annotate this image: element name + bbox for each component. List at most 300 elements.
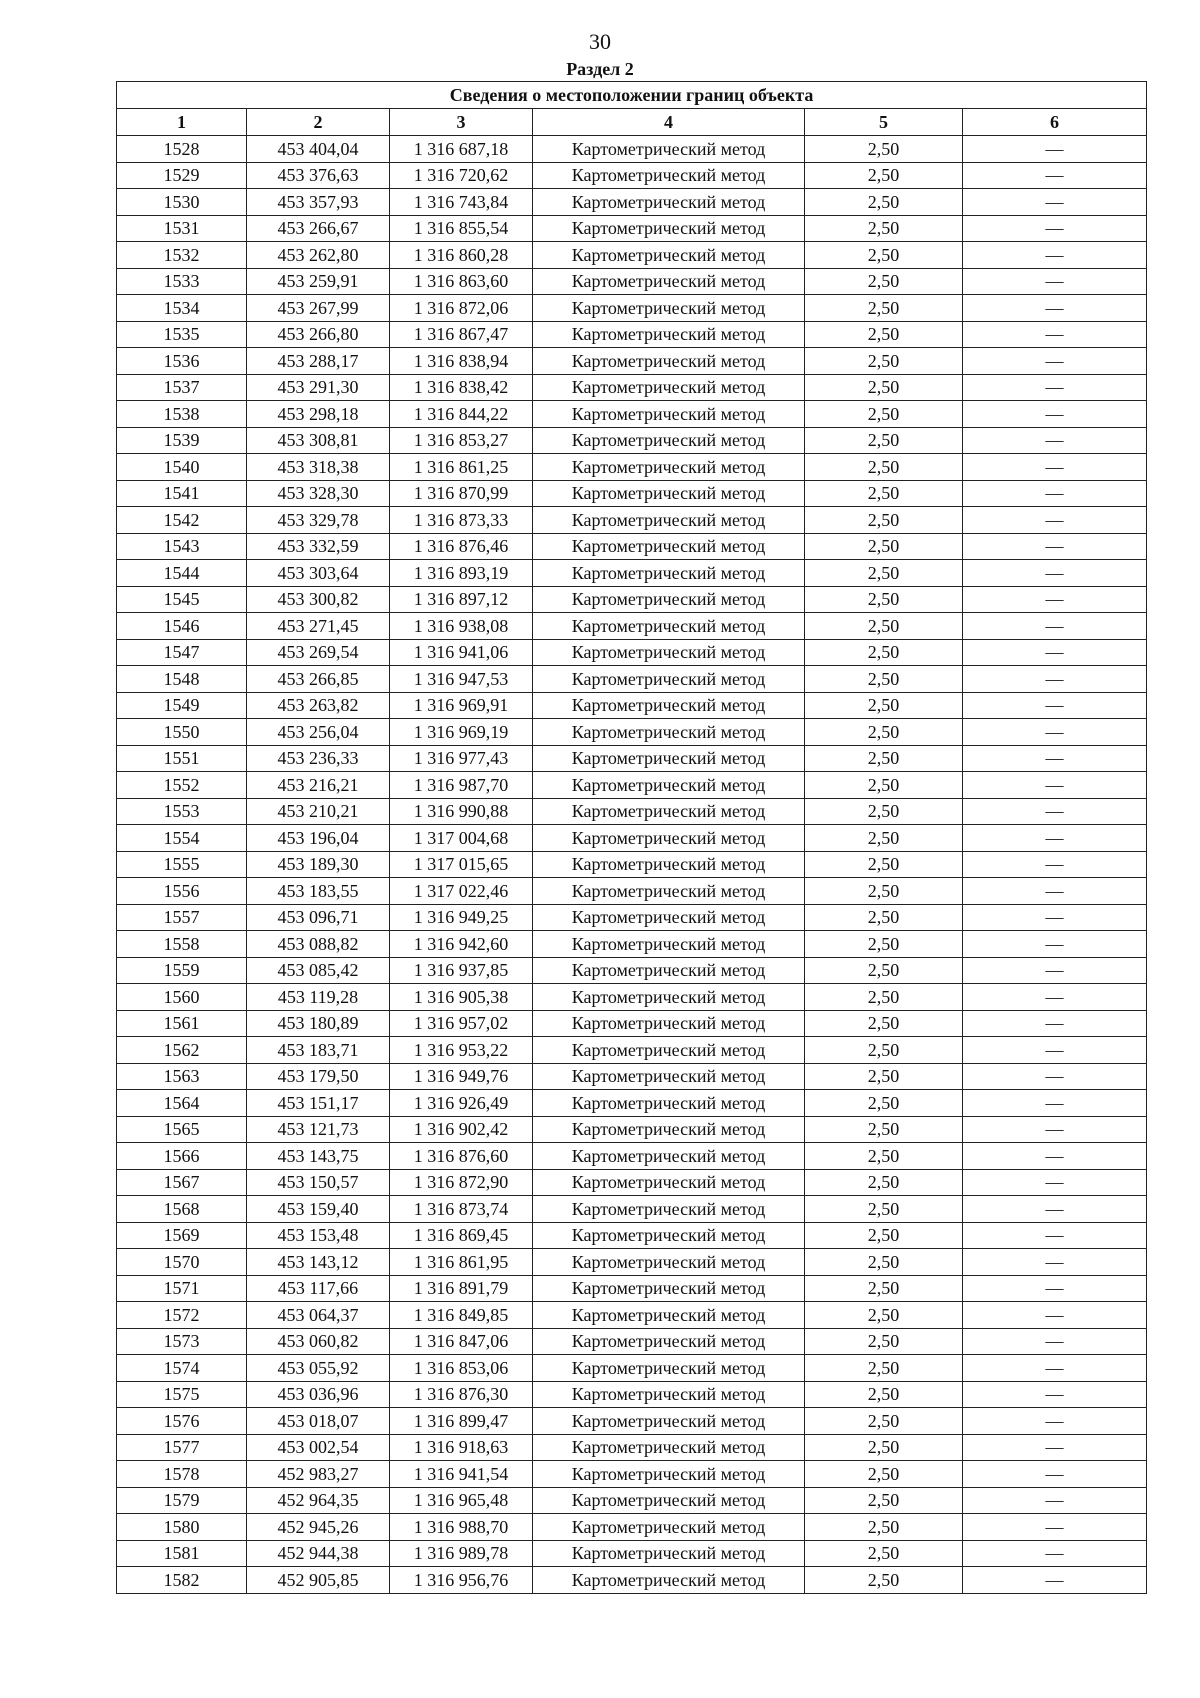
accuracy-cell: 2,50 — [805, 348, 963, 375]
y-coordinate-cell: 1 316 956,76 — [390, 1567, 533, 1594]
y-coordinate-cell: 1 316 942,60 — [390, 931, 533, 958]
accuracy-cell: 2,50 — [805, 586, 963, 613]
x-coordinate-cell: 452 944,38 — [247, 1540, 390, 1567]
table-row — [117, 1063, 1147, 1090]
x-coordinate-cell: 452 905,85 — [247, 1567, 390, 1594]
accuracy-cell: 2,50 — [805, 1381, 963, 1408]
method-cell: Картометрический метод — [533, 480, 805, 507]
accuracy-cell: 2,50 — [805, 1143, 963, 1170]
table-row — [117, 851, 1147, 878]
point-number-cell: 1580 — [117, 1514, 247, 1541]
x-coordinate-cell: 453 259,91 — [247, 268, 390, 295]
method-cell: Картометрический метод — [533, 1010, 805, 1037]
method-cell: Картометрический метод — [533, 507, 805, 534]
x-coordinate-cell: 453 189,30 — [247, 851, 390, 878]
table-row — [117, 401, 1147, 428]
point-number-cell: 1553 — [117, 798, 247, 825]
y-coordinate-cell: 1 316 687,18 — [390, 136, 533, 163]
point-number-cell: 1562 — [117, 1037, 247, 1064]
x-coordinate-cell: 453 308,81 — [247, 427, 390, 454]
y-coordinate-cell: 1 316 860,28 — [390, 242, 533, 269]
point-number-cell: 1582 — [117, 1567, 247, 1594]
point-number-cell: 1547 — [117, 639, 247, 666]
accuracy-cell: 2,50 — [805, 613, 963, 640]
x-coordinate-cell: 453 179,50 — [247, 1063, 390, 1090]
accuracy-cell: 2,50 — [805, 825, 963, 852]
description-cell: — — [963, 374, 1147, 401]
accuracy-cell: 2,50 — [805, 1249, 963, 1276]
x-coordinate-cell: 453 266,85 — [247, 666, 390, 693]
x-coordinate-cell: 453 318,38 — [247, 454, 390, 481]
accuracy-cell: 2,50 — [805, 1222, 963, 1249]
table-row — [117, 454, 1147, 481]
description-cell: — — [963, 666, 1147, 693]
method-cell: Картометрический метод — [533, 162, 805, 189]
x-coordinate-cell: 453 150,57 — [247, 1169, 390, 1196]
table-row — [117, 321, 1147, 348]
y-coordinate-cell: 1 316 969,19 — [390, 719, 533, 746]
accuracy-cell: 2,50 — [805, 1487, 963, 1514]
y-coordinate-cell: 1 316 876,60 — [390, 1143, 533, 1170]
y-coordinate-cell: 1 316 937,85 — [390, 957, 533, 984]
point-number-cell: 1554 — [117, 825, 247, 852]
method-cell: Картометрический метод — [533, 692, 805, 719]
y-coordinate-cell: 1 316 720,62 — [390, 162, 533, 189]
method-cell: Картометрический метод — [533, 268, 805, 295]
method-cell: Картометрический метод — [533, 1116, 805, 1143]
method-cell: Картометрический метод — [533, 666, 805, 693]
accuracy-cell: 2,50 — [805, 560, 963, 587]
y-coordinate-cell: 1 316 953,22 — [390, 1037, 533, 1064]
description-cell: — — [963, 984, 1147, 1011]
x-coordinate-cell: 453 183,71 — [247, 1037, 390, 1064]
y-coordinate-cell: 1 316 969,91 — [390, 692, 533, 719]
table-row — [117, 1355, 1147, 1382]
x-coordinate-cell: 453 096,71 — [247, 904, 390, 931]
method-cell: Картометрический метод — [533, 1355, 805, 1382]
table-row — [117, 268, 1147, 295]
method-cell: Картометрический метод — [533, 1169, 805, 1196]
point-number-cell: 1556 — [117, 878, 247, 905]
method-cell: Картометрический метод — [533, 798, 805, 825]
accuracy-cell: 2,50 — [805, 1434, 963, 1461]
accuracy-cell: 2,50 — [805, 1090, 963, 1117]
y-coordinate-cell: 1 316 926,49 — [390, 1090, 533, 1117]
point-number-cell: 1544 — [117, 560, 247, 587]
accuracy-cell: 2,50 — [805, 851, 963, 878]
description-cell: — — [963, 719, 1147, 746]
description-cell: — — [963, 1010, 1147, 1037]
method-cell: Картометрический метод — [533, 374, 805, 401]
y-coordinate-cell: 1 316 861,25 — [390, 454, 533, 481]
table-row — [117, 533, 1147, 560]
y-coordinate-cell: 1 316 949,25 — [390, 904, 533, 931]
accuracy-cell: 2,50 — [805, 904, 963, 931]
table-row — [117, 719, 1147, 746]
y-coordinate-cell: 1 316 897,12 — [390, 586, 533, 613]
method-cell: Картометрический метод — [533, 242, 805, 269]
method-cell: Картометрический метод — [533, 904, 805, 931]
point-number-cell: 1573 — [117, 1328, 247, 1355]
table-row — [117, 1169, 1147, 1196]
table-row — [117, 136, 1147, 163]
method-cell: Картометрический метод — [533, 745, 805, 772]
x-coordinate-cell: 453 088,82 — [247, 931, 390, 958]
table-row — [117, 1196, 1147, 1223]
description-cell: — — [963, 136, 1147, 163]
y-coordinate-cell: 1 316 847,06 — [390, 1328, 533, 1355]
x-coordinate-cell: 453 328,30 — [247, 480, 390, 507]
method-cell: Картометрический метод — [533, 1514, 805, 1541]
table-row — [117, 189, 1147, 216]
y-coordinate-cell: 1 316 965,48 — [390, 1487, 533, 1514]
accuracy-cell: 2,50 — [805, 295, 963, 322]
description-cell: — — [963, 321, 1147, 348]
table-row — [117, 639, 1147, 666]
description-cell: — — [963, 189, 1147, 216]
description-cell: — — [963, 798, 1147, 825]
point-number-cell: 1552 — [117, 772, 247, 799]
point-number-cell: 1574 — [117, 1355, 247, 1382]
table-row — [117, 1116, 1147, 1143]
y-coordinate-cell: 1 316 873,33 — [390, 507, 533, 534]
table-row — [117, 1434, 1147, 1461]
method-cell: Картометрический метод — [533, 1222, 805, 1249]
accuracy-cell: 2,50 — [805, 321, 963, 348]
description-cell: — — [963, 1514, 1147, 1541]
x-coordinate-cell: 453 085,42 — [247, 957, 390, 984]
point-number-cell: 1536 — [117, 348, 247, 375]
table-row — [117, 1328, 1147, 1355]
y-coordinate-cell: 1 316 905,38 — [390, 984, 533, 1011]
x-coordinate-cell: 453 298,18 — [247, 401, 390, 428]
table-row — [117, 162, 1147, 189]
point-number-cell: 1539 — [117, 427, 247, 454]
x-coordinate-cell: 453 180,89 — [247, 1010, 390, 1037]
description-cell: — — [963, 295, 1147, 322]
description-cell: — — [963, 931, 1147, 958]
description-cell: — — [963, 745, 1147, 772]
method-cell: Картометрический метод — [533, 719, 805, 746]
point-number-cell: 1548 — [117, 666, 247, 693]
column-number-header: 5 — [805, 109, 963, 136]
point-number-cell: 1550 — [117, 719, 247, 746]
column-number-header: 1 — [117, 109, 247, 136]
point-number-cell: 1540 — [117, 454, 247, 481]
x-coordinate-cell: 452 983,27 — [247, 1461, 390, 1488]
table-row — [117, 931, 1147, 958]
x-coordinate-cell: 453 064,37 — [247, 1302, 390, 1329]
point-number-cell: 1538 — [117, 401, 247, 428]
y-coordinate-cell: 1 316 867,47 — [390, 321, 533, 348]
column-number-header: 2 — [247, 109, 390, 136]
y-coordinate-cell: 1 316 838,94 — [390, 348, 533, 375]
description-cell: — — [963, 1567, 1147, 1594]
description-cell: — — [963, 1169, 1147, 1196]
method-cell: Картометрический метод — [533, 136, 805, 163]
y-coordinate-cell: 1 316 938,08 — [390, 613, 533, 640]
y-coordinate-cell: 1 316 941,06 — [390, 639, 533, 666]
method-cell: Картометрический метод — [533, 189, 805, 216]
table-row — [117, 904, 1147, 931]
table-row — [117, 1461, 1147, 1488]
y-coordinate-cell: 1 316 838,42 — [390, 374, 533, 401]
table-row — [117, 878, 1147, 905]
method-cell: Картометрический метод — [533, 1063, 805, 1090]
accuracy-cell: 2,50 — [805, 242, 963, 269]
description-cell: — — [963, 772, 1147, 799]
point-number-cell: 1530 — [117, 189, 247, 216]
description-cell: — — [963, 162, 1147, 189]
description-cell: — — [963, 904, 1147, 931]
y-coordinate-cell: 1 317 015,65 — [390, 851, 533, 878]
description-cell: — — [963, 1143, 1147, 1170]
method-cell: Картометрический метод — [533, 1328, 805, 1355]
y-coordinate-cell: 1 316 893,19 — [390, 560, 533, 587]
description-cell: — — [963, 454, 1147, 481]
x-coordinate-cell: 453 153,48 — [247, 1222, 390, 1249]
table-row — [117, 1302, 1147, 1329]
method-cell: Картометрический метод — [533, 1196, 805, 1223]
method-cell: Картометрический метод — [533, 1275, 805, 1302]
point-number-cell: 1568 — [117, 1196, 247, 1223]
y-coordinate-cell: 1 316 872,06 — [390, 295, 533, 322]
x-coordinate-cell: 453 002,54 — [247, 1434, 390, 1461]
x-coordinate-cell: 453 060,82 — [247, 1328, 390, 1355]
table-row — [117, 798, 1147, 825]
description-cell: — — [963, 1434, 1147, 1461]
method-cell: Картометрический метод — [533, 878, 805, 905]
method-cell: Картометрический метод — [533, 560, 805, 587]
accuracy-cell: 2,50 — [805, 878, 963, 905]
table-row — [117, 374, 1147, 401]
method-cell: Картометрический метод — [533, 613, 805, 640]
point-number-cell: 1567 — [117, 1169, 247, 1196]
method-cell: Картометрический метод — [533, 1487, 805, 1514]
y-coordinate-cell: 1 316 988,70 — [390, 1514, 533, 1541]
point-number-cell: 1563 — [117, 1063, 247, 1090]
method-cell: Картометрический метод — [533, 1434, 805, 1461]
point-number-cell: 1531 — [117, 215, 247, 242]
method-cell: Картометрический метод — [533, 772, 805, 799]
table-row — [117, 1037, 1147, 1064]
y-coordinate-cell: 1 316 977,43 — [390, 745, 533, 772]
description-cell: — — [963, 1196, 1147, 1223]
accuracy-cell: 2,50 — [805, 1302, 963, 1329]
x-coordinate-cell: 453 151,17 — [247, 1090, 390, 1117]
table-row — [117, 1408, 1147, 1435]
method-cell: Картометрический метод — [533, 639, 805, 666]
description-cell: — — [963, 878, 1147, 905]
y-coordinate-cell: 1 316 947,53 — [390, 666, 533, 693]
x-coordinate-cell: 453 262,80 — [247, 242, 390, 269]
accuracy-cell: 2,50 — [805, 1037, 963, 1064]
method-cell: Картометрический метод — [533, 1408, 805, 1435]
accuracy-cell: 2,50 — [805, 1328, 963, 1355]
accuracy-cell: 2,50 — [805, 1514, 963, 1541]
accuracy-cell: 2,50 — [805, 1567, 963, 1594]
accuracy-cell: 2,50 — [805, 454, 963, 481]
table-row — [117, 1540, 1147, 1567]
method-cell: Картометрический метод — [533, 1540, 805, 1567]
table-row — [117, 772, 1147, 799]
x-coordinate-cell: 453 159,40 — [247, 1196, 390, 1223]
y-coordinate-cell: 1 316 855,54 — [390, 215, 533, 242]
method-cell: Картометрический метод — [533, 586, 805, 613]
point-number-cell: 1543 — [117, 533, 247, 560]
table-row — [117, 1143, 1147, 1170]
point-number-cell: 1558 — [117, 931, 247, 958]
method-cell: Картометрический метод — [533, 1249, 805, 1276]
point-number-cell: 1535 — [117, 321, 247, 348]
description-cell: — — [963, 1275, 1147, 1302]
x-coordinate-cell: 453 303,64 — [247, 560, 390, 587]
x-coordinate-cell: 453 288,17 — [247, 348, 390, 375]
x-coordinate-cell: 453 121,73 — [247, 1116, 390, 1143]
x-coordinate-cell: 453 183,55 — [247, 878, 390, 905]
accuracy-cell: 2,50 — [805, 374, 963, 401]
x-coordinate-cell: 453 266,67 — [247, 215, 390, 242]
accuracy-cell: 2,50 — [805, 533, 963, 560]
accuracy-cell: 2,50 — [805, 957, 963, 984]
table-row — [117, 1010, 1147, 1037]
description-cell: — — [963, 639, 1147, 666]
y-coordinate-cell: 1 316 853,06 — [390, 1355, 533, 1382]
table-row — [117, 480, 1147, 507]
y-coordinate-cell: 1 316 872,90 — [390, 1169, 533, 1196]
accuracy-cell: 2,50 — [805, 162, 963, 189]
column-number-header: 4 — [533, 109, 805, 136]
page-number: 30 — [589, 29, 611, 54]
method-cell: Картометрический метод — [533, 1037, 805, 1064]
x-coordinate-cell: 453 196,04 — [247, 825, 390, 852]
table-row — [117, 507, 1147, 534]
point-number-cell: 1545 — [117, 586, 247, 613]
x-coordinate-cell: 453 376,63 — [247, 162, 390, 189]
x-coordinate-cell: 453 143,75 — [247, 1143, 390, 1170]
description-cell: — — [963, 215, 1147, 242]
method-cell: Картометрический метод — [533, 1143, 805, 1170]
description-cell: — — [963, 348, 1147, 375]
description-cell: — — [963, 586, 1147, 613]
x-coordinate-cell: 453 036,96 — [247, 1381, 390, 1408]
y-coordinate-cell: 1 316 949,76 — [390, 1063, 533, 1090]
table-row — [117, 586, 1147, 613]
table-row — [117, 1487, 1147, 1514]
x-coordinate-cell: 453 329,78 — [247, 507, 390, 534]
accuracy-cell: 2,50 — [805, 1010, 963, 1037]
table-row — [117, 348, 1147, 375]
accuracy-cell: 2,50 — [805, 215, 963, 242]
method-cell: Картометрический метод — [533, 984, 805, 1011]
table-row — [117, 1222, 1147, 1249]
y-coordinate-cell: 1 316 870,99 — [390, 480, 533, 507]
table-row — [117, 984, 1147, 1011]
accuracy-cell: 2,50 — [805, 1408, 963, 1435]
table-body — [117, 136, 1147, 1594]
point-number-cell: 1557 — [117, 904, 247, 931]
table-row — [117, 427, 1147, 454]
point-number-cell: 1566 — [117, 1143, 247, 1170]
table-row — [117, 1275, 1147, 1302]
column-number-header: 6 — [963, 109, 1147, 136]
accuracy-cell: 2,50 — [805, 1169, 963, 1196]
table-row — [117, 1381, 1147, 1408]
accuracy-cell: 2,50 — [805, 772, 963, 799]
table-row — [117, 1514, 1147, 1541]
point-number-cell: 1549 — [117, 692, 247, 719]
method-cell: Картометрический метод — [533, 533, 805, 560]
description-cell: — — [963, 533, 1147, 560]
x-coordinate-cell: 453 357,93 — [247, 189, 390, 216]
accuracy-cell: 2,50 — [805, 1355, 963, 1382]
y-coordinate-cell: 1 316 743,84 — [390, 189, 533, 216]
table-row — [117, 560, 1147, 587]
method-cell: Картометрический метод — [533, 427, 805, 454]
method-cell: Картометрический метод — [533, 931, 805, 958]
point-number-cell: 1560 — [117, 984, 247, 1011]
y-coordinate-cell: 1 316 891,79 — [390, 1275, 533, 1302]
method-cell: Картометрический метод — [533, 348, 805, 375]
x-coordinate-cell: 453 216,21 — [247, 772, 390, 799]
point-number-cell: 1569 — [117, 1222, 247, 1249]
accuracy-cell: 2,50 — [805, 401, 963, 428]
column-number-header: 3 — [390, 109, 533, 136]
method-cell: Картометрический метод — [533, 957, 805, 984]
accuracy-cell: 2,50 — [805, 639, 963, 666]
point-number-cell: 1561 — [117, 1010, 247, 1037]
description-cell: — — [963, 1381, 1147, 1408]
x-coordinate-cell: 453 332,59 — [247, 533, 390, 560]
y-coordinate-cell: 1 316 849,85 — [390, 1302, 533, 1329]
table-row — [117, 1090, 1147, 1117]
accuracy-cell: 2,50 — [805, 136, 963, 163]
y-coordinate-cell: 1 316 957,02 — [390, 1010, 533, 1037]
accuracy-cell: 2,50 — [805, 1540, 963, 1567]
x-coordinate-cell: 453 256,04 — [247, 719, 390, 746]
x-coordinate-cell: 453 267,99 — [247, 295, 390, 322]
description-cell: — — [963, 1355, 1147, 1382]
method-cell: Картометрический метод — [533, 825, 805, 852]
description-cell: — — [963, 242, 1147, 269]
accuracy-cell: 2,50 — [805, 745, 963, 772]
table-caption: Сведения о местоположении границ объекта — [117, 82, 1147, 109]
point-number-cell: 1564 — [117, 1090, 247, 1117]
x-coordinate-cell: 453 269,54 — [247, 639, 390, 666]
x-coordinate-cell: 453 404,04 — [247, 136, 390, 163]
method-cell: Картометрический метод — [533, 851, 805, 878]
y-coordinate-cell: 1 317 022,46 — [390, 878, 533, 905]
description-cell: — — [963, 1090, 1147, 1117]
point-number-cell: 1533 — [117, 268, 247, 295]
y-coordinate-cell: 1 316 989,78 — [390, 1540, 533, 1567]
column-number-row — [117, 109, 1147, 136]
point-number-cell: 1578 — [117, 1461, 247, 1488]
point-number-cell: 1551 — [117, 745, 247, 772]
method-cell: Картометрический метод — [533, 401, 805, 428]
method-cell: Картометрический метод — [533, 454, 805, 481]
method-cell: Картометрический метод — [533, 1090, 805, 1117]
y-coordinate-cell: 1 316 863,60 — [390, 268, 533, 295]
point-number-cell: 1575 — [117, 1381, 247, 1408]
description-cell: — — [963, 1408, 1147, 1435]
table-row — [117, 1249, 1147, 1276]
accuracy-cell: 2,50 — [805, 268, 963, 295]
accuracy-cell: 2,50 — [805, 189, 963, 216]
point-number-cell: 1577 — [117, 1434, 247, 1461]
description-cell: — — [963, 957, 1147, 984]
y-coordinate-cell: 1 316 876,46 — [390, 533, 533, 560]
